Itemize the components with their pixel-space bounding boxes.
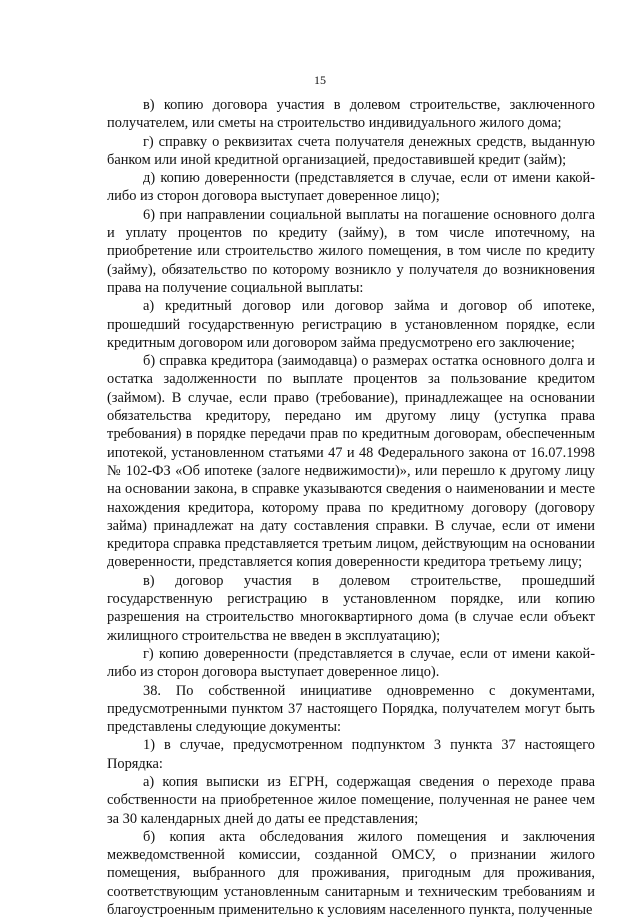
paragraph-b-inspection-act: б) копия акта обследования жилого помещения и заключения межведомственной комиссии, созданной ОМСУ, о признании жилого помещения, выбранного для проживания, пригодным для проживания, соответствующим установленным санитарным и техническим требованиям и благоустроенным применительно к условиям населенного пункта, полученные (107, 828, 595, 919)
paragraph-b-creditor-statement: б) справка кредитора (заимодавца) о размерах остатка основного долга и остатка задолженности по выплате процентов за пользование кредитом (займом). В случае, если право (требование), принадлежащее на основании обязательства кредитору, передано им другому лицу (уступка права требования) в порядке передачи прав по кредитным договорам, обеспеченным ипотекой, установленном статьями 47 и 48 Федерального закона от 16.07.1998 № 102-ФЗ «Об ипотеке (залоге недвижимости)», или перешло к другому лицу на основании закона, в справке указываются сведения о наименовании и месте нахождения кредитора, которому права по кредитному договору (договору займа) принадлежат на дату составления справки. В случае, если от имени кредитора справка представляется третьим лицом, действующим на основании доверенности, представляется копия доверенности кредитора третьему лицу; (107, 353, 595, 571)
paragraph-v-contract-copy: в) копию договора участия в долевом строительстве, заключенного получателем, или сметы на строительство индивидуального жилого дома; (107, 97, 595, 132)
paragraph-g-power-of-attorney: г) копию доверенности (представляется в случае, если от имени какой-либо из сторон договора выступает доверенное лицо). (107, 645, 595, 681)
paragraph-v-shared-construction: в) договор участия в долевом строительстве, прошедший государственную регистрацию в установленном порядке, или копию разрешения на строительство многоквартирного дома (в случае если объект жилищного строительства не введен в эксплуатацию); (107, 572, 595, 644)
page-number: 15 (314, 73, 326, 87)
paragraph-1-subpoint-3: 1) в случае, предусмотренном подпунктом 3 пункта 37 настоящего Порядка: (107, 737, 595, 772)
paragraph-a-credit-agreement: а) кредитный договор или договор займа и договор об ипотеке, прошедший государственную регистрацию в установленном порядке, если кредитным договором или договором займа предусмотрено его заключение; (107, 298, 595, 351)
paragraph-6-debt-repayment: 6) при направлении социальной выплаты на погашение основного долга и уплату процентов по кредиту (займу), в том числе ипотечному, на приобретение или строительство жилого помещения, в том числе по кредиту (займу), обязательство по которому возникло у получателя до возникновения права на получение социальной выплаты: (107, 206, 595, 296)
paragraph-38-own-initiative: 38. По собственной инициативе одновременно с документами, предусмотренными пунктом 37 настоящего Порядка, получателем могут быть представлены следующие документы: (107, 682, 595, 736)
paragraph-a-egrn-extract: а) копия выписки из ЕГРН, содержащая сведения о переходе права собственности на приобретенное жилое помещение, полученная не ранее чем за 30 календарных дней до даты ее представления; (107, 773, 595, 827)
document-body (107, 96, 595, 919)
paragraph-g-account-details: г) справку о реквизитах счета получателя денежных средств, выданную банком или иной кредитной организацией, предоставившей кредит (займ); (107, 133, 595, 168)
paragraph-d-power-of-attorney: д) копию доверенности (представляется в случае, если от имени какой-либо из сторон договора выступает доверенное лицо); (107, 170, 595, 205)
